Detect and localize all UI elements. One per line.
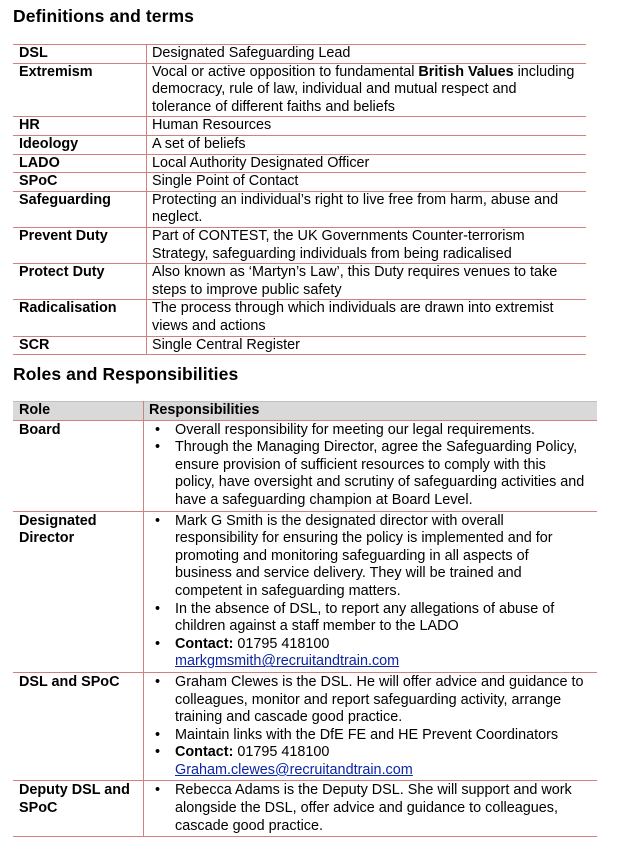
term-cell: SPoC [13, 173, 147, 192]
table-row [13, 173, 586, 192]
contact-email-link[interactable]: markgmsmith@recruitandtrain.com [175, 653, 400, 670]
column-header-responsibilities: Responsibilities [144, 402, 598, 421]
table-row [13, 154, 586, 173]
term-cell: Safeguarding [13, 191, 147, 227]
term-cell: DSL [13, 45, 147, 64]
contact-phone: 01795 418100 [233, 744, 330, 761]
table-row [13, 191, 586, 227]
list-item: • Through the Managing Director, agree the Safeguarding Policy, ensure provision of sufficient resources to comply with this policy, have oversight and scrutiny of safeguarding activities and have a safeguarding champion at Board Level. [154, 439, 589, 509]
responsibilities-cell [144, 511, 598, 672]
responsibility-list [154, 513, 589, 671]
definition-text: including democracy, rule of law, individual and mutual respect and tolerance of different faiths and beliefs [152, 63, 575, 115]
contact-phone: 01795 418100 [233, 635, 330, 652]
table-row [13, 227, 586, 263]
list-item: • Overall responsibility for meeting our legal requirements. [154, 422, 589, 440]
responsibilities-cell [144, 420, 598, 511]
table-row [13, 264, 586, 300]
term-cell: Extremism [13, 63, 147, 117]
responsibility-list [154, 422, 589, 510]
term-cell: Protect Duty [13, 264, 147, 300]
role-cell: DSL and SPoC [13, 672, 144, 781]
column-header-role: Role [13, 402, 144, 421]
definition-cell: A set of beliefs [147, 135, 587, 154]
contact-email-link[interactable]: Graham.clewes@recruitandtrain.com [175, 761, 413, 778]
term-cell: Ideology [13, 135, 147, 154]
table-row [13, 511, 597, 672]
definition-cell: Single Central Register [147, 336, 587, 355]
table-header-row [13, 402, 597, 421]
table-row [13, 672, 597, 781]
term-cell: Radicalisation [13, 300, 147, 336]
list-item [154, 636, 589, 671]
list-item: • Mark G Smith is the designated director with overall responsibility for ensuring the policy is implemented and for promoting and monitoring safeguarding in all aspects of business and service delivery. They will be trained and competent in safeguarding matters. [154, 513, 589, 601]
term-cell: Prevent Duty [13, 227, 147, 263]
role-cell: Board [13, 420, 144, 511]
definition-cell [147, 63, 587, 117]
table-row [13, 420, 597, 511]
contact-label: Contact: [175, 635, 234, 652]
roles-heading: Roles and Responsibilities [13, 364, 239, 384]
responsibility-list [154, 782, 589, 835]
definition-cell: The process through which individuals are drawn into extremist views and actions [147, 300, 587, 336]
responsibility-list [154, 674, 589, 780]
responsibilities-cell [144, 781, 598, 837]
term-cell: HR [13, 117, 147, 136]
contact-label: Contact: [175, 744, 234, 761]
list-item: • Graham Clewes is the DSL. He will offer advice and guidance to colleagues, monitor and report safeguarding activity, arrange training and cascade good practice. [154, 674, 589, 727]
list-item: • Rebecca Adams is the Deputy DSL. She will support and work alongside the DSL, offer advice and guidance to colleagues, cascade good practice. [154, 782, 589, 835]
term-cell: SCR [13, 336, 147, 355]
list-item: • Maintain links with the DfE FE and HE Prevent Coordinators [154, 727, 589, 745]
roles-table [13, 401, 597, 837]
definition-cell: Part of CONTEST, the UK Governments Counter-terrorism Strategy, safeguarding individuals from being radicalised [147, 227, 587, 263]
list-item: • In the absence of DSL, to report any allegations of abuse of children against a staff member to the LADO [154, 601, 589, 636]
definition-cell: Also known as ‘Martyn’s Law’, this Duty requires venues to take steps to improve public safety [147, 264, 587, 300]
responsibilities-cell [144, 672, 598, 781]
table-row [13, 63, 586, 117]
definition-cell: Designated Safeguarding Lead [147, 45, 587, 64]
table-row [13, 336, 586, 355]
definition-cell: Local Authority Designated Officer [147, 154, 587, 173]
definition-cell: Human Resources [147, 117, 587, 136]
definition-cell: Single Point of Contact [147, 173, 587, 192]
definition-text: Vocal or active opposition to fundamental [152, 63, 419, 80]
definition-cell: Protecting an individual’s right to live free from harm, abuse and neglect. [147, 191, 587, 227]
table-row [13, 135, 586, 154]
definitions-table [13, 44, 586, 355]
role-cell: Deputy DSL and SPoC [13, 781, 144, 837]
table-row [13, 781, 597, 837]
table-row [13, 117, 586, 136]
definitions-heading: Definitions and terms [13, 6, 195, 26]
table-row [13, 45, 586, 64]
definition-bold-text: British Values [418, 63, 514, 80]
term-cell: LADO [13, 154, 147, 173]
table-row [13, 300, 586, 336]
role-cell: Designated Director [13, 511, 144, 672]
list-item [154, 744, 589, 779]
